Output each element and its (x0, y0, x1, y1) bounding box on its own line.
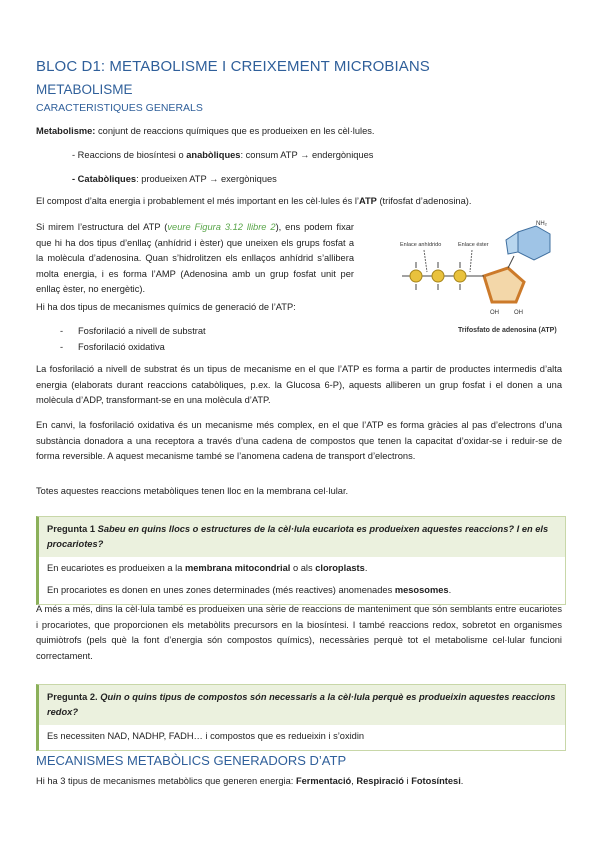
question-1-answer-prokaryotes: En procariotes es donen en unes zones determinades (més reactives) anomenades mesosomes. (47, 585, 452, 595)
section-heading: METABOLISME (36, 82, 133, 97)
oxidative-phosphorylation-paragraph: En canvi, la fosforilació oxidativa és un mecanisme més complex, en el que l’ATP es forma gràcies al pas d’electrons d’una substància donadora a una receptora a través d’una cadena de compostos que tenen la capacitat d’oxidar-se i reduir-se de forma reversible. A aquest mecanisme també se l’anomena cadena de transport d’electrons. (36, 420, 562, 462)
catabolic-line: - Catabòliques: produeixen ATP → exergòniques (72, 174, 277, 184)
subsection-heading: CARACTERISTIQUES GENERALS (36, 102, 203, 114)
maintenance-reactions-paragraph: A més a més, dins la cèl·lula també es produeixen una sèrie de reaccions de manteniment que són semblants entre eucariotes i procariotes, que proporcionen els metabòlits precursors en la biosíntesi. I també reaccions redox, sobretot en organismes quimiòtrofs (pels què la font d’energia són compostos químics), necessàries perquè tot el metabolisme cel·lular funcioni correctament. (36, 604, 562, 661)
membrane-sentence: Totes aquestes reaccions metabòliques tenen lloc en la membrana cel·lular. (36, 486, 349, 496)
ester-pointer (470, 250, 472, 272)
oh-label-1: OH (490, 310, 499, 316)
question-2-answer: Es necessiten NAD, NADHP, FADH… i compostos que es redueixin i s’oxidin (47, 731, 365, 741)
figure-caption: Trifosfato de adenosina (ATP) (458, 327, 557, 334)
bullet-dash: - (60, 342, 64, 352)
substrate-phosphorylation-paragraph: La fosforilació a nivell de substrat és un tipus de mecanisme en el que l’ATP es forma a partir de productes intermedis d’alta energia (elaborats durant reaccions catabòliques, p.ex. la Glucosa 6-P), aquests alliberen un grup fosfat i el donen a una molècula d’ADP, transformant-se en una molècula d’ATP. (36, 364, 562, 406)
phosphate-group (432, 270, 444, 282)
section-2-heading: MECANISMES METABÒLICS GENERADORS D’ATP (36, 753, 347, 768)
anhydride-label: Enlace anhídrido (400, 242, 442, 248)
document-title: BLOC D1: METABOLISME I CREIXEMENT MICROBIANS (36, 58, 430, 75)
adenine-ring-5 (506, 232, 518, 254)
phosphate-group (410, 270, 422, 282)
bullet-item: Fosforilació oxidativa (78, 342, 165, 352)
metabolism-definition: Metabolisme: conjunt de reaccions químiques que es produeixen en les cèl·lules. (36, 126, 375, 136)
question-1-answer-eukaryotes: En eucariotes es produeixen a la membrana mitocondrial o als cloroplasts. (47, 563, 368, 573)
glycosidic-bond (508, 256, 514, 268)
ester-label: Enlace éster (458, 242, 489, 248)
question-1-box (36, 516, 566, 605)
nh2-label: NH₂ (536, 221, 547, 227)
mechanisms-intro: Hi ha dos tipus de mecanismes químics de generació de l’ATP: (36, 302, 296, 312)
atp-diagram (396, 220, 568, 336)
atp-structure-paragraph: Si mirem l’estructura del ATP (veure Figura 3.12 llibre 2), ens podem fixar que hi ha dos tipus d’enllaç (anhídrid i èster) que uneixen els grups fosfat a la molècula d’adenosina. Quan s’hidrolitzen els enllaços anhídrid s’allibera molta energia, i es forma l’AMP (Adenosina amb un grup fosfat unit per enllaç èster, no energètic). (36, 222, 354, 295)
adenine-ring (518, 226, 550, 260)
question-1: Pregunta 1 Sabeu en quins llocs o estructures de la cèl·lula eucariota es produeixen aquestes reaccions? I en els procariotes? (39, 517, 565, 557)
figure-reference: veure Figura 3.12 llibre 2 (167, 222, 276, 232)
oh-label-2: OH (514, 310, 523, 316)
energy-mechanisms-sentence: Hi ha 3 tipus de mecanismes metabòlics que generen energia: Fermentació, Respiració i Fotosíntesi. (36, 776, 464, 786)
phosphate-group (454, 270, 466, 282)
bullet-dash: - (60, 326, 64, 336)
anhydride-pointer (424, 250, 427, 272)
question-2: Pregunta 2. Quin o quins tipus de compostos són necessaris a la cèl·lula perquè es produeixin aquestes reaccions redox? (39, 685, 565, 725)
atp-intro: El compost d’alta energia i probablement el més important en les cèl·lules és l’ATP (trifosfat d’adenosina). (36, 196, 472, 206)
question-2-box (36, 684, 566, 751)
atp-structure-figure (396, 220, 568, 336)
bullet-item: Fosforilació a nivell de substrat (78, 326, 206, 336)
anabolic-line: - Reaccions de biosíntesi o anabòliques: consum ATP → endergòniques (72, 150, 374, 160)
ribose-ring (484, 268, 524, 302)
